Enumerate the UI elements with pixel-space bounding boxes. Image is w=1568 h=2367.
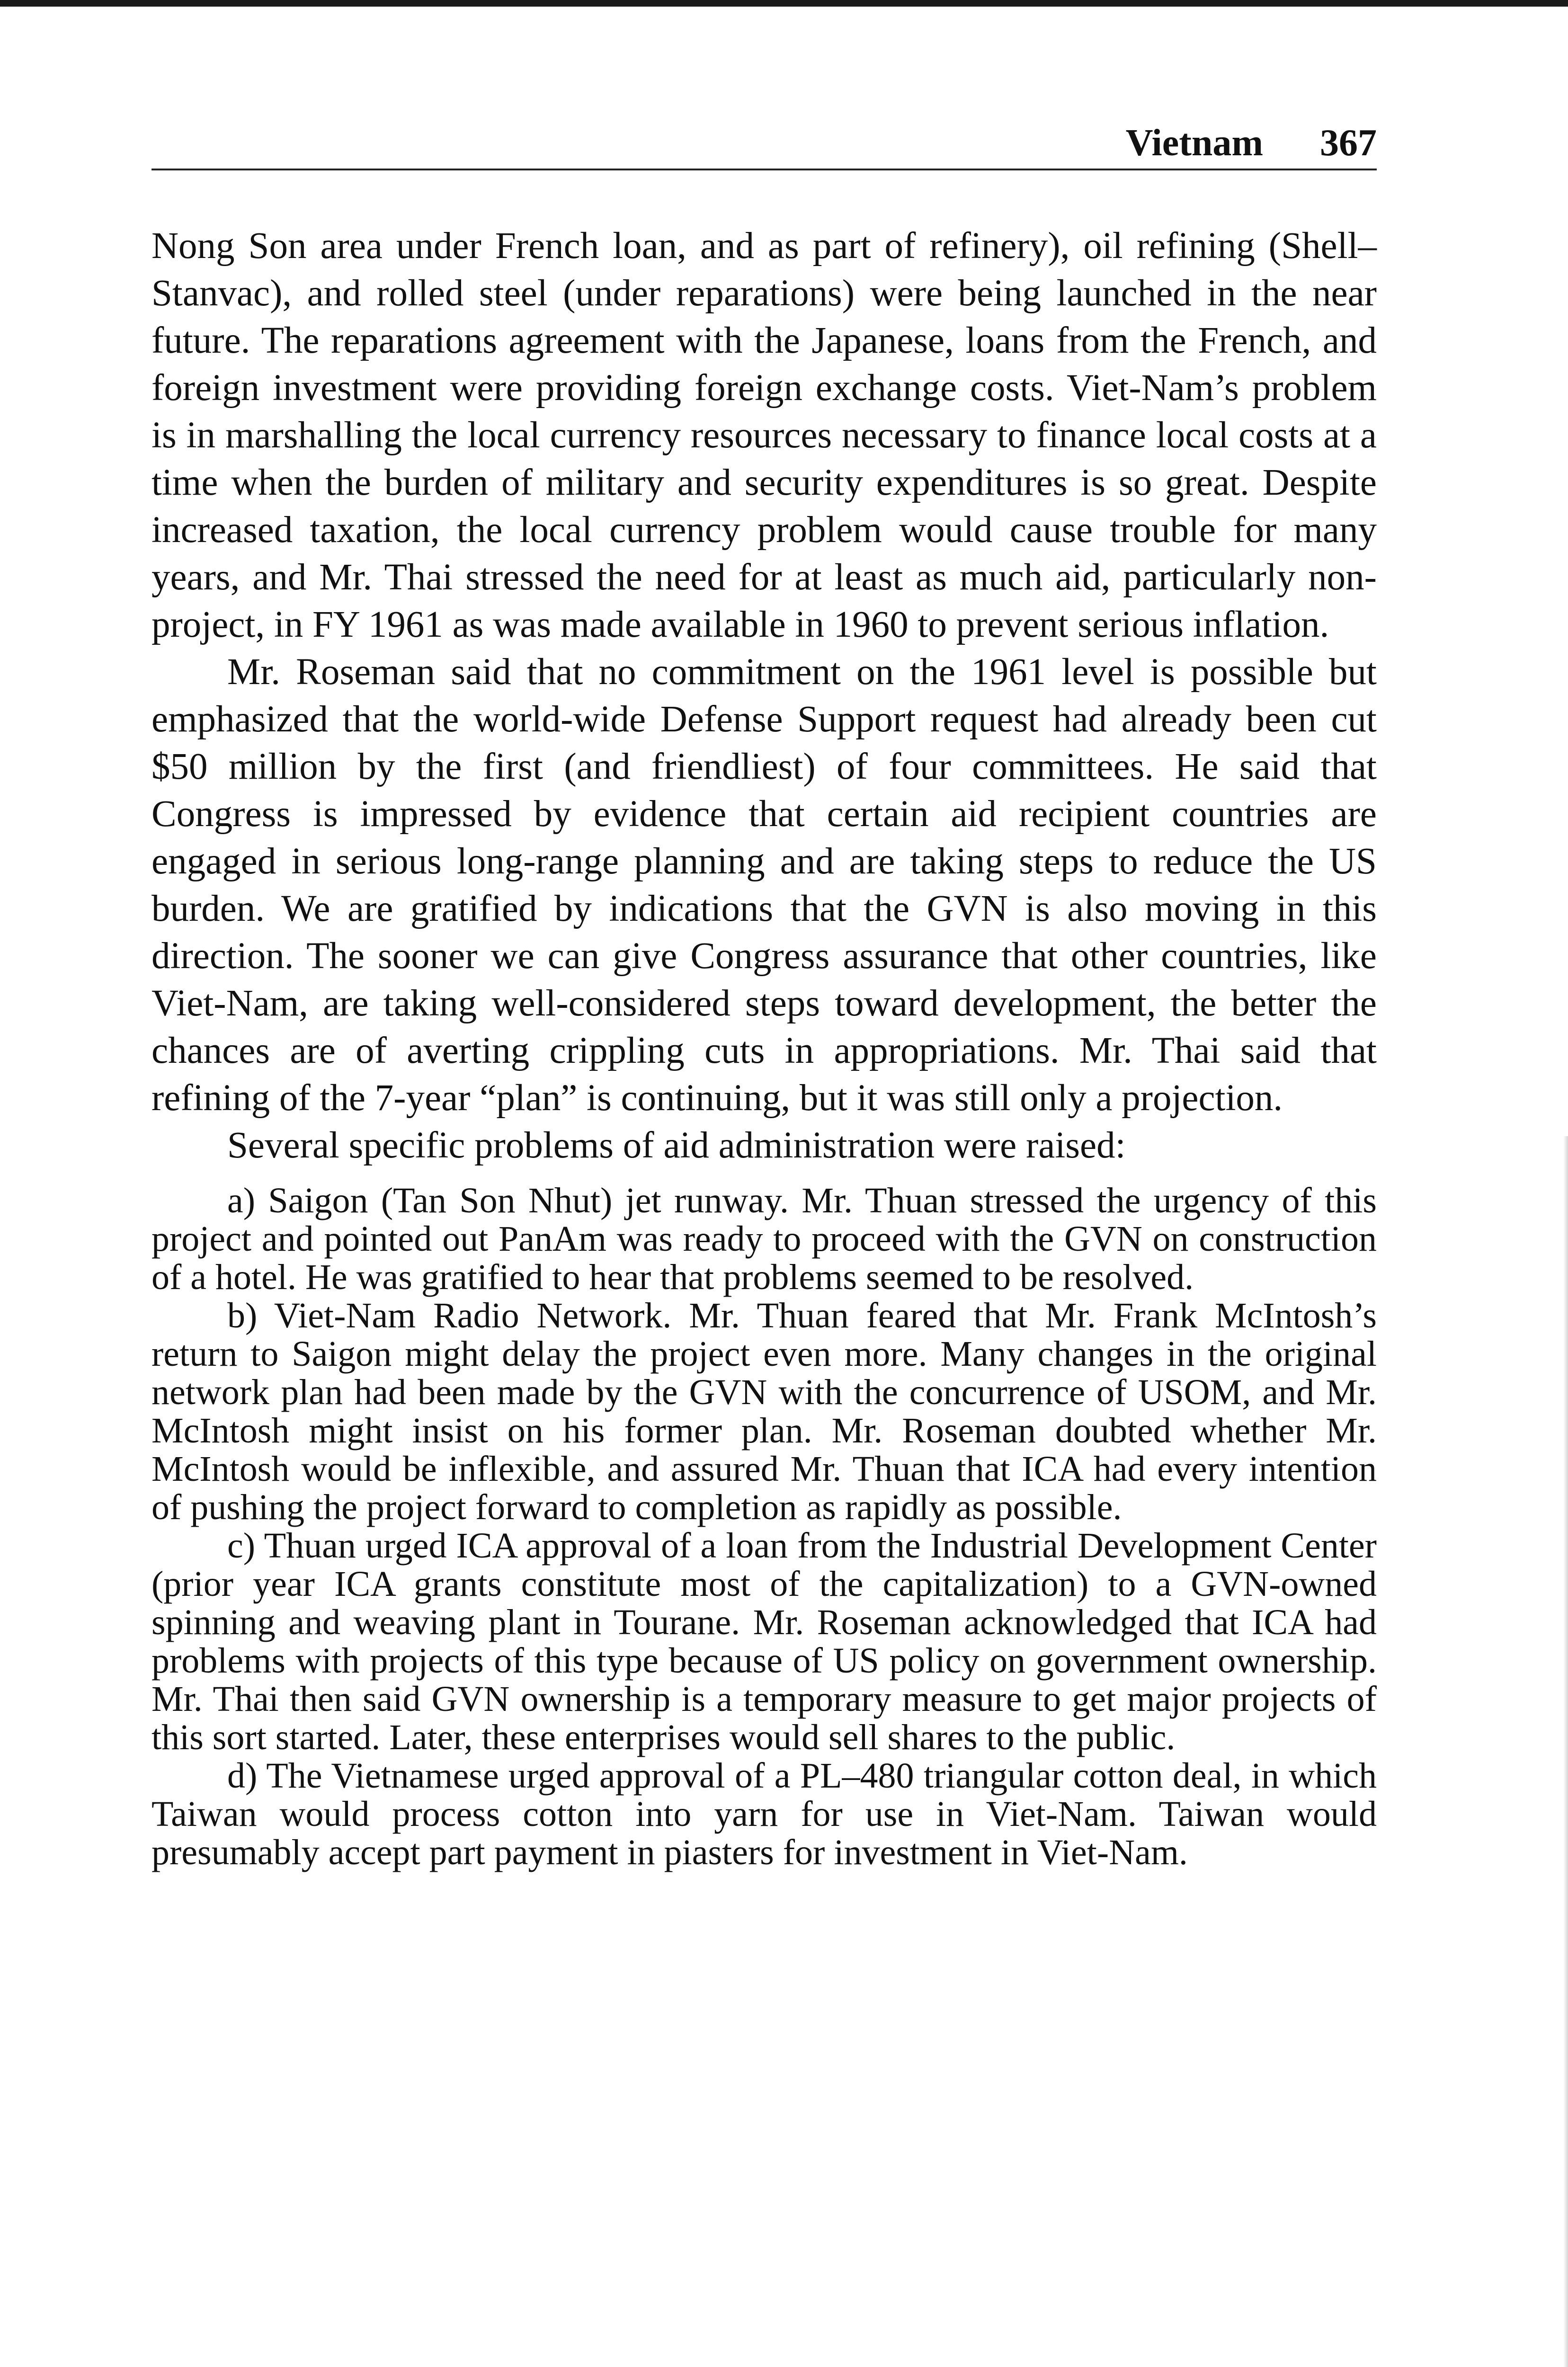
page-top-border (0, 0, 1568, 7)
paragraph-problems-intro: Several specific problems of aid administration were raised: (227, 1125, 1126, 1166)
paragraph-roseman: Mr. Roseman said that no commitment on the 1961 level is possible but emphasized that the world-wide Defense Support request had already been cut $50 million by the first (and friendliest) of four committees. He said that Congress is impressed by evidence that certain aid recipient countries are engaged in serious long-range planning and are taking steps to reduce the US burden. We are gratified by indications that the GVN is also moving in this direction. The sooner we can give Congress assurance that other countries, like Viet-Nam, are taking well-considered steps toward development, the better the chances are of averting crippling cuts in appropriations. Mr. Thai said that refining of the 7-year “plan” is continuing, but it was still only a projection. (151, 651, 1377, 1119)
spacer (151, 1169, 1377, 1182)
item-d-cotton-deal: d) The Vietnamese urged approval of a PL–480 triangular cotton deal, in which Taiwan would process cotton into yarn for use in Viet-Nam. Taiwan would presumably accept part payment in piasters for investment in Viet-Nam. (151, 1756, 1377, 1872)
page-number: 367 (1320, 122, 1377, 164)
item-b-radio-network: b) Viet-Nam Radio Network. Mr. Thuan feared that Mr. Frank McIntosh’s return to Saigon might delay the project even more. Many changes in the original network plan had been made by the GVN with the concurrence of USOM, and Mr. McIntosh might insist on his former plan. Mr. Roseman doubted whether Mr. McIntosh would be inflexible, and assured Mr. Thuan that ICA had every intention of pushing the project forward to completion as rapidly as possible. (151, 1296, 1377, 1527)
paragraph-continued: Nong Son area under French loan, and as part of refinery), oil refining (Shell–Stanvac), and rolled steel (under reparations) were being launched in the near future. The reparations agreement with the Japanese, loans from the French, and foreign investment were providing foreign exchange costs. Viet-Nam’s problem is in marshalling the local currency resources necessary to finance local costs at a time when the burden of military and security expenditures is so great. Despite increased taxation, the local currency problem would cause trouble for many years, and Mr. Thai stressed the need for at least as much aid, particularly non-project, in FY 1961 as was made available in 1960 to prevent serious inflation. (151, 225, 1377, 645)
running-head-title: Vietnam (1125, 122, 1263, 164)
item-a-runway: a) Saigon (Tan Son Nhut) jet runway. Mr. Thuan stressed the urgency of this project and pointed out PanAm was ready to proceed with the GVN on construction of a hotel. He was gratified to hear that problems seemed to be resolved. (151, 1181, 1377, 1297)
scan-edge-shadow (1563, 1136, 1568, 2367)
page-body (151, 222, 1377, 1872)
running-head (151, 122, 1377, 170)
item-c-industrial-loan: c) Thuan urged ICA approval of a loan from the Industrial Development Center (prior year ICA grants constitute most of the capitalization) to a GVN-owned spinning and weaving plant in Tourane. Mr. Roseman acknowledged that ICA had problems with projects of this type because of US policy on government ownership. Mr. Thai then said GVN ownership is a temporary measure to get major projects of this sort started. Later, these enterprises would sell shares to the public. (151, 1526, 1377, 1757)
